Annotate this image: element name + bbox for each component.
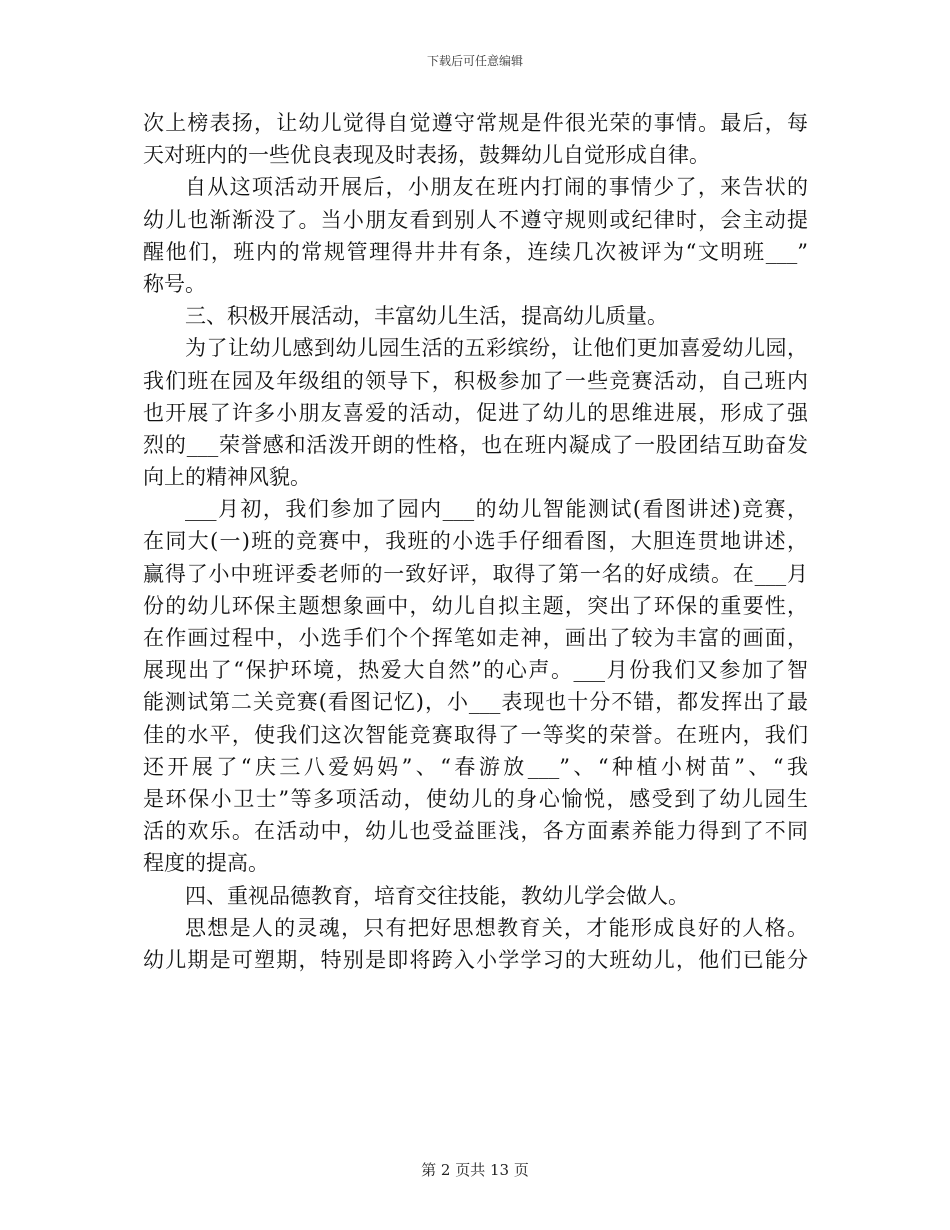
- body-line: 在同大(一)班的竞赛中，我班的小选手仔细看图，大胆连贯地讲述，: [143, 529, 808, 554]
- body-line: 赢得了小中班评委老师的一致好评，取得了第一名的好成绩。在___月: [143, 561, 808, 586]
- body-line: 烈的___荣誉感和活泼开朗的性格，也在班内凝成了一股团结互助奋发: [143, 432, 808, 457]
- body-line: 份的幼儿环保主题想象画中，幼儿自拟主题，突出了环保的重要性，: [143, 593, 808, 618]
- body-line: 还开展了“庆三八爱妈妈”、“春游放___”、“种植小树苗”、“我: [143, 754, 808, 779]
- body-line: 展现出了“保护环境，热爱大自然”的心声。___月份我们又参加了智: [143, 658, 808, 683]
- body-line: 醒他们，班内的常规管理得井井有条，连续几次被评为“文明班___”: [143, 239, 808, 264]
- body-line: 程度的提高。: [143, 851, 269, 876]
- body-line: 自从这项活动开展后，小朋友在班内打闹的事情少了，来告状的: [185, 175, 808, 200]
- section-heading: 三、积极开展活动，丰富幼儿生活，提高幼儿质量。: [185, 304, 668, 329]
- body-line: 我们班在园及年级组的领导下，积极参加了一些竞赛活动，自己班内: [143, 368, 808, 393]
- document-body: [143, 107, 808, 976]
- body-line: 思想是人的灵魂，只有把好思想教育关，才能形成良好的人格。: [185, 915, 808, 940]
- body-line: 活的欢乐。在活动中，幼儿也受益匪浅，各方面素养能力得到了不同: [143, 819, 808, 844]
- page-footer: 第 2 页共 13 页: [421, 1161, 529, 1179]
- body-line: 是环保小卫士”等多项活动，使幼儿的身心愉悦，感受到了幼儿园生: [143, 786, 808, 811]
- body-line: 称号。: [143, 271, 206, 296]
- body-line: 幼儿也渐渐没了。当小朋友看到别人不遵守规则或纪律时，会主动提: [143, 207, 808, 232]
- body-line: 天对班内的一些优良表现及时表扬，鼓舞幼儿自觉形成自律。: [143, 143, 710, 168]
- body-line: 佳的水平，使我们这次智能竞赛取得了一等奖的荣誉。在班内，我们: [143, 722, 808, 747]
- body-line: 次上榜表扬，让幼儿觉得自觉遵守常规是件很光荣的事情。最后，每: [143, 111, 808, 135]
- body-line: 能测试第二关竞赛(看图记忆)，小___表现也十分不错，都发挥出了最: [143, 690, 808, 715]
- body-line: ___月初，我们参加了园内___的幼儿智能测试(看图讲述)竞赛，: [185, 497, 808, 522]
- body-line: 也开展了许多小朋友喜爱的活动，促进了幼儿的思维进展，形成了强: [143, 400, 808, 425]
- section-heading: 四、重视品德教育，培育交往技能，教幼儿学会做人。: [185, 883, 689, 908]
- body-line: 为了让幼儿感到幼儿园生活的五彩缤纷，让他们更加喜爱幼儿园，: [185, 336, 808, 361]
- body-line: 幼儿期是可塑期，特别是即将跨入小学学习的大班幼儿，他们已能分: [143, 947, 808, 972]
- body-line: 在作画过程中，小选手们个个挥笔如走神，画出了较为丰富的画面，: [143, 626, 808, 650]
- body-line: 向上的精神风貌。: [143, 465, 311, 490]
- page-header: 下载后可任意编辑: [426, 54, 523, 68]
